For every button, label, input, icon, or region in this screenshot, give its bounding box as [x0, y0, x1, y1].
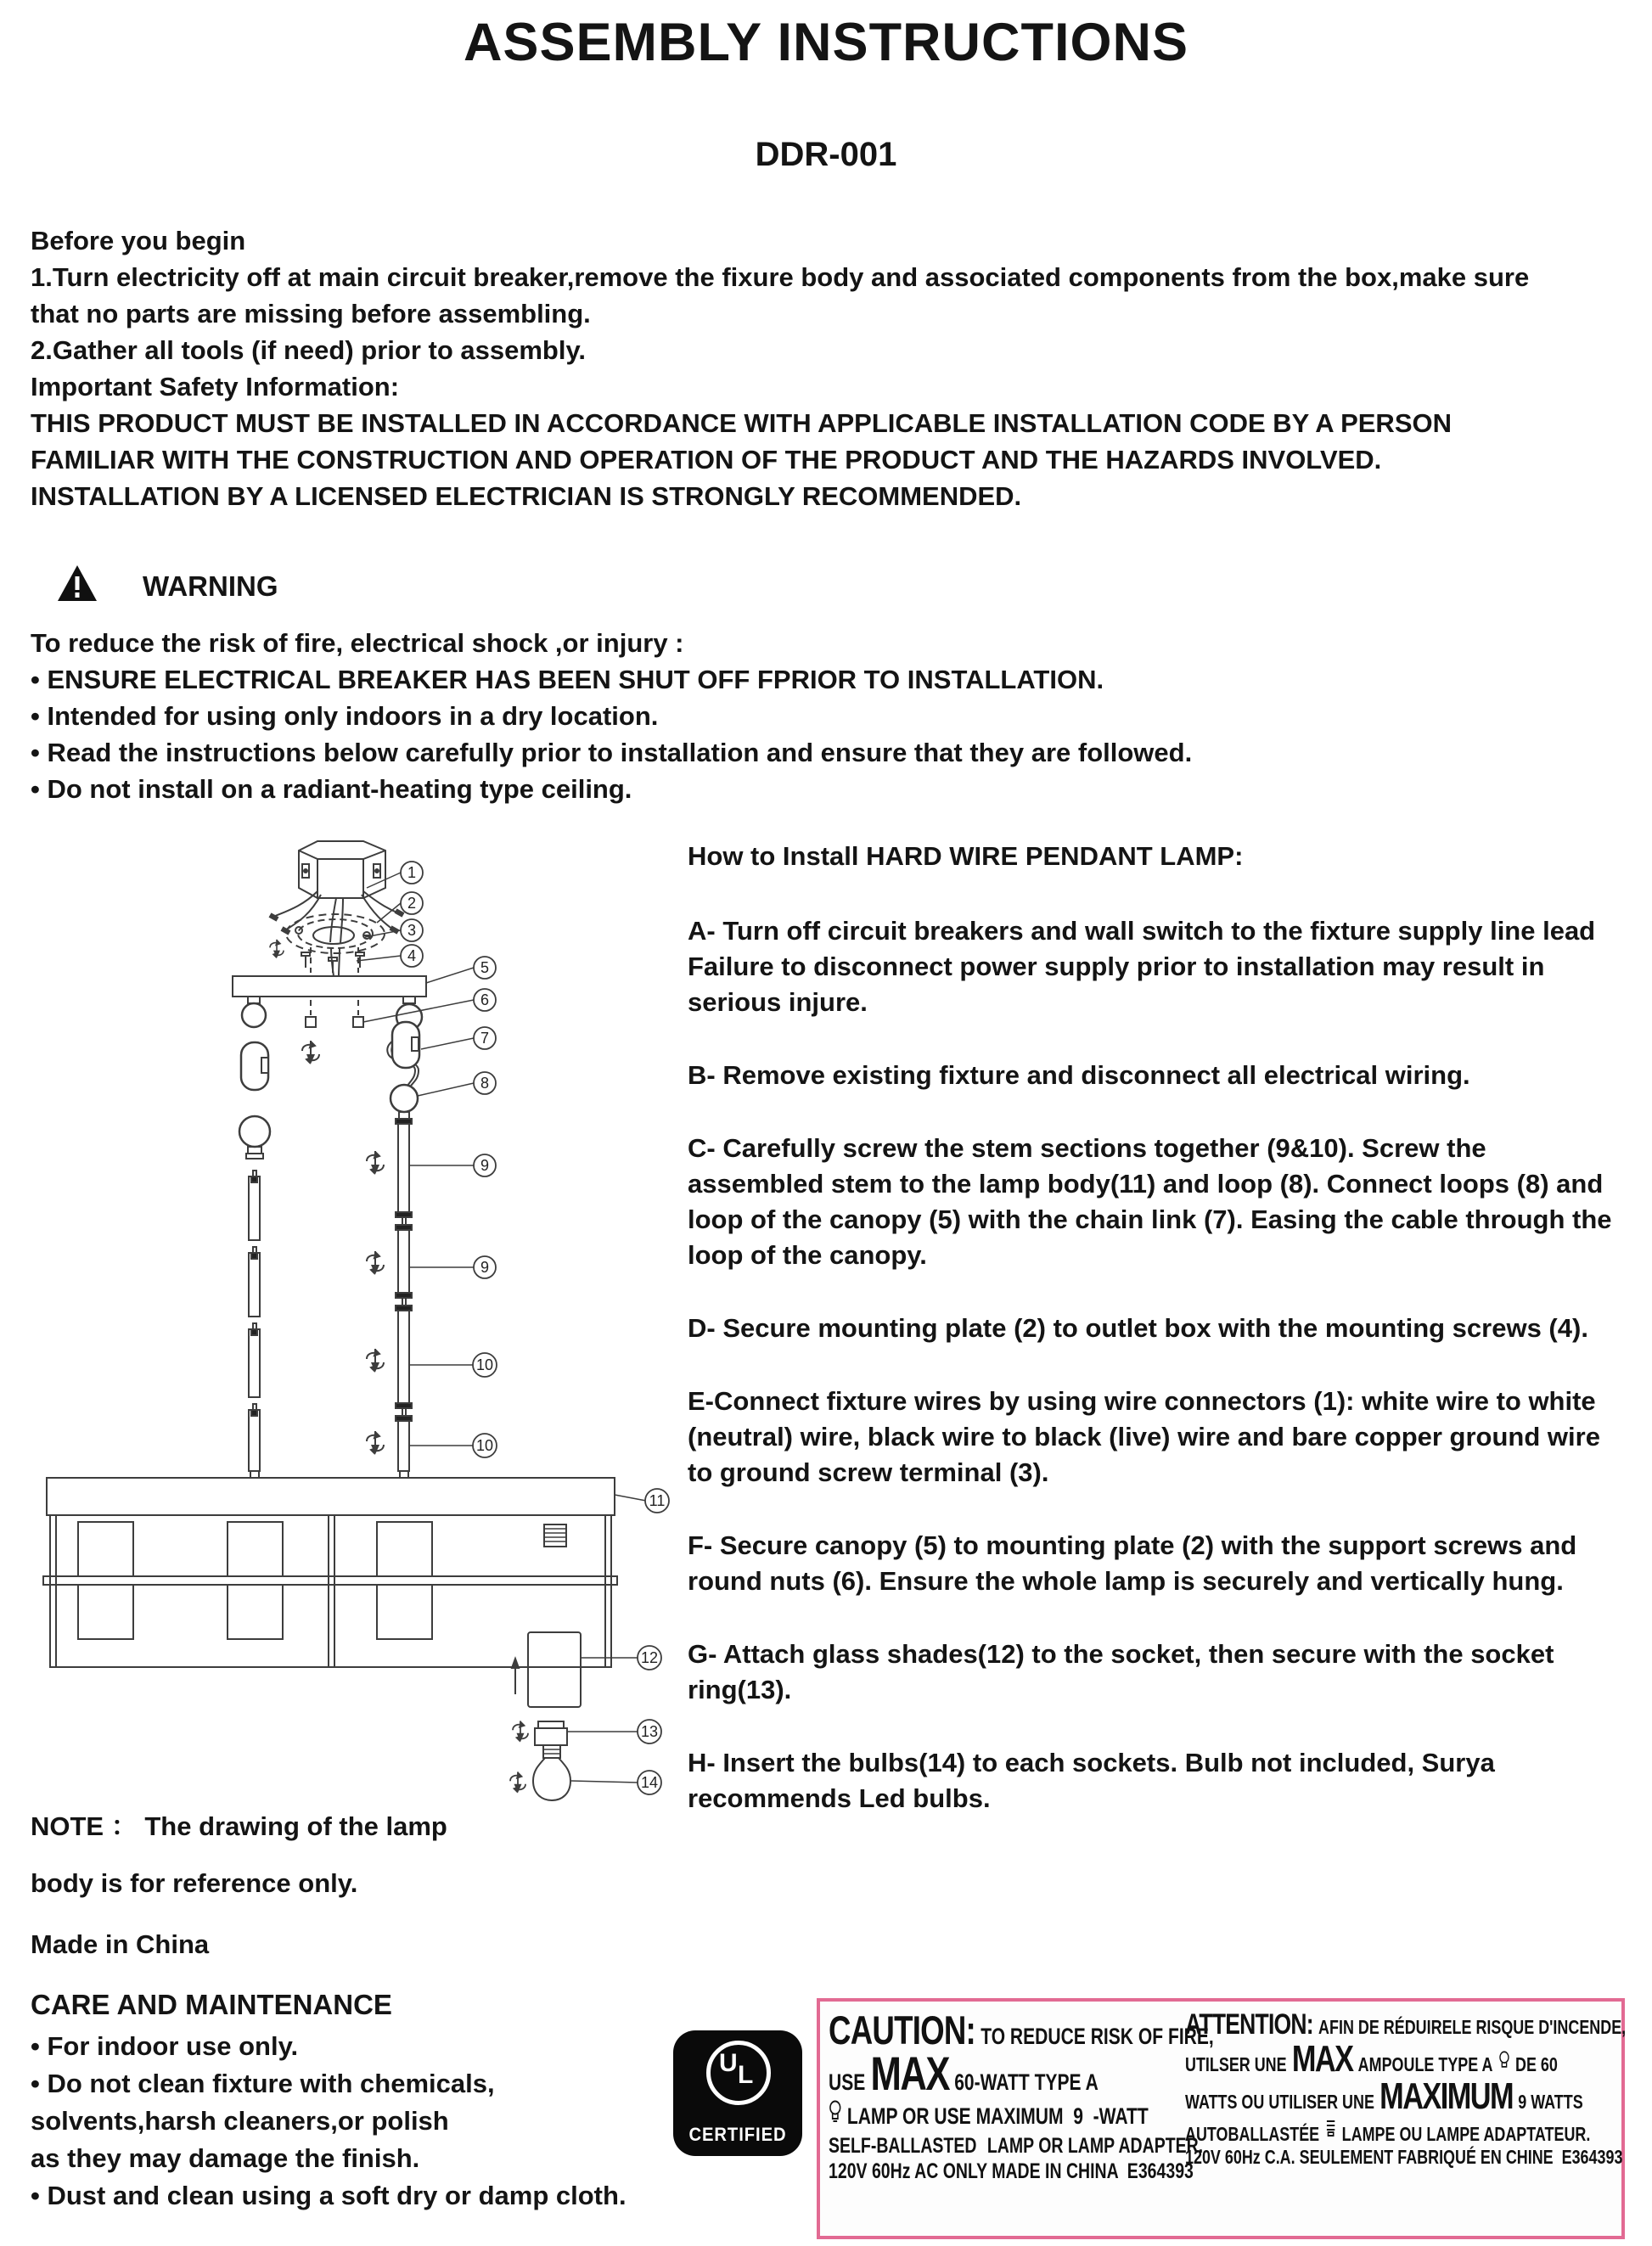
care-line: as they may damage the finish.: [31, 2143, 420, 2173]
intro-step-1: 1.Turn electricity off at main circuit breaker,remove the fixure body and associated components from the box,make sure that no parts are missing before assembling.: [31, 262, 1530, 328]
before-you-begin-heading: Before you begin: [31, 226, 246, 255]
caution-en-line2: 60-WATT TYPE A: [954, 2069, 1099, 2095]
rotate-screw-icon: [302, 1041, 319, 1063]
canopy: [233, 976, 426, 1030]
callout-number: 2: [407, 895, 417, 912]
care-line: • For indoor use only.: [31, 2031, 299, 2061]
footer-notes: [31, 1805, 676, 2215]
warning-triangle-icon: [56, 564, 98, 603]
caution-fr-line2a: UTILSER UNE: [1185, 2053, 1287, 2076]
callout-number: 3: [407, 922, 417, 939]
rotate-screw-icon: [367, 1151, 384, 1173]
caution-en-line4a: SELF-BALLASTED: [829, 2134, 977, 2159]
callout-number: 14: [640, 1774, 659, 1791]
canopy-loop-left: [242, 1003, 266, 1027]
caution-en-line4b: LAMP OR LAMP ADAPTER.: [986, 2134, 1204, 2159]
light-bulb: [533, 1745, 570, 1800]
care-heading: CARE AND MAINTENANCE: [31, 1989, 392, 2020]
stem-column-left: [249, 1171, 260, 1471]
callout-number: 7: [480, 1030, 490, 1047]
round-nuts: [306, 947, 363, 1027]
rotate-screw-icon: [513, 1721, 528, 1740]
note-line-1: NOTE ： The drawing of the lamp: [31, 1811, 447, 1841]
caution-en-max: MAX: [870, 2046, 949, 2100]
callout-number: 6: [480, 991, 490, 1008]
caution-en-line5: 120V 60Hz AC ONLY MADE IN CHINA E364393: [829, 2159, 1194, 2184]
model-number: DDR-001: [755, 136, 897, 173]
caution-fr-line4a: AUTOBALLASTÉE: [1185, 2122, 1320, 2145]
caution-fr-line3b: 9 WATTS: [1518, 2090, 1583, 2113]
rotate-screw-icon: [367, 1251, 384, 1273]
outlet-box: [299, 841, 385, 898]
rotate-screw-icon: [367, 1349, 384, 1371]
safety-heading: Important Safety Information:: [31, 372, 400, 401]
callout-number: 11: [649, 1492, 666, 1509]
attention-keyword: ATTENTION:: [1185, 2008, 1313, 2041]
callout-number: 12: [640, 1649, 659, 1666]
install-step-b: B- Remove existing fixture and disconnect all electrical wiring.: [688, 1060, 1470, 1090]
exploded-diagram: [25, 839, 696, 1815]
warning-bullet: • Intended for using only indoors in a dry location.: [31, 701, 659, 731]
bulb-icon: [829, 2100, 842, 2124]
caution-fr-line4b: LAMPE OU LAMPE ADAPTATEUR.: [1341, 2122, 1591, 2145]
loop-left: [239, 1116, 270, 1159]
install-instructions: [688, 839, 1621, 1854]
glass-shade: [512, 1632, 581, 1707]
care-line: solvents,harsh cleaners,or polish: [31, 2106, 449, 2136]
caution-fr-maximum: MAXIMUM: [1379, 2075, 1514, 2117]
install-step-c: C- Carefully screw the stem sections together (9&10). Screw the assembled stem to the lamp body(11) and loop (8). Connect loops (8) and loop of the canopy (5) with the chain link (7). Easing the cable through the loop of the canopy.: [688, 1133, 1612, 1270]
socket-ring: [535, 1721, 567, 1745]
stem-column-right: [396, 1119, 412, 1471]
caution-fr-max: MAX: [1291, 2038, 1353, 2080]
warning-section: [31, 625, 1593, 807]
caution-en-use: USE: [829, 2069, 866, 2095]
loop-right: [391, 1085, 418, 1119]
care-line: • Dust and clean using a soft dry or damp cloth.: [31, 2181, 627, 2210]
care-line: • Do not clean fixture with chemicals,: [31, 2069, 495, 2098]
warning-bullet: • Do not install on a radiant-heating type ceiling.: [31, 774, 632, 804]
install-step-f: F- Secure canopy (5) to mounting plate (2) with the support screws and round nuts (6). Ensure the whole lamp is securely and vertically hung.: [688, 1530, 1577, 1596]
caution-fr-line5: 120V 60Hz C.A. SEULEMENT FABRIQUÉ EN CHINE E364393: [1185, 2146, 1623, 2169]
caution-fr-line3a: WATTS OU UTILISER UNE: [1185, 2090, 1374, 2113]
warning-bullet: • ENSURE ELECTRICAL BREAKER HAS BEEN SHUT OFF FPRIOR TO INSTALLATION.: [31, 665, 1104, 694]
intro-section: [31, 222, 1559, 514]
caution-en-line1: TO REDUCE RISK OF FIRE,: [981, 2024, 1214, 2049]
made-in-china: Made in China: [31, 1929, 210, 1959]
install-step-e: E-Connect fixture wires by using wire connectors (1): white wire to white (neutral) wire, black wire to black (live) wire and bare copper ground wire to ground screw terminal (3).: [688, 1386, 1600, 1487]
callout-number: 4: [407, 947, 417, 964]
ul-certified-text: CERTIFIED: [688, 2124, 787, 2145]
warning-label: WARNING: [143, 570, 278, 602]
intro-step-2: 2.Gather all tools (if need) prior to assembly.: [31, 335, 587, 365]
callout-number: 9: [480, 1157, 490, 1174]
mounting-plate: [286, 914, 385, 953]
caution-fr-line1: AFIN DE RÉDUIRELE RISQUE D'INCENDE,: [1318, 2016, 1627, 2038]
rotate-screw-icon: [270, 940, 284, 957]
caution-en-line3: LAMP OR USE MAXIMUM 9 -WATT: [846, 2103, 1149, 2129]
callout-number: 8: [480, 1075, 490, 1092]
cfl-bulb-icon: [1324, 2119, 1336, 2141]
install-step-h: H- Insert the bulbs(14) to each sockets. Bulb not included, Surya recommends Led bulbs.: [688, 1748, 1495, 1813]
ul-letter-l: L: [738, 2061, 754, 2089]
safety-body: THIS PRODUCT MUST BE INSTALLED IN ACCORDANCE WITH APPLICABLE INSTALLATION CODE BY A PERSON FAMILIAR WITH THE CONSTRUCTION AND OPERATION OF THE PRODUCT AND THE HAZARDS INVOLVED. INSTALLATION BY A LICENSED ELECTRICIAN IS STRONGLY RECOMMENDED.: [31, 408, 1452, 511]
callout-number: 1: [407, 864, 417, 881]
caution-french: [1185, 2008, 1627, 2231]
page-title: ASSEMBLY INSTRUCTIONS: [463, 13, 1189, 72]
install-heading: How to Install HARD WIRE PENDANT LAMP:: [688, 841, 1244, 871]
note-line-2: body is for reference only.: [31, 1868, 358, 1898]
install-step-a: A- Turn off circuit breakers and wall switch to the fixture supply line lead Failure to disconnect power supply prior to installation may result in serious injure.: [688, 916, 1596, 1017]
lamp-socket: [544, 1524, 566, 1547]
chain-link-right: [392, 1022, 419, 1068]
install-step-g: G- Attach glass shades(12) to the socket, then secure with the socket ring(13).: [688, 1639, 1554, 1704]
rotate-screw-icon: [510, 1772, 525, 1791]
callout-number: 10: [475, 1356, 494, 1373]
caution-english: [829, 2007, 1214, 2231]
bulb-icon: [1498, 2051, 1510, 2071]
ul-certified-badge: [673, 2030, 802, 2156]
ul-letter-u: U: [719, 2049, 738, 2077]
callout-number: 10: [475, 1437, 494, 1454]
callout-bubbles: [401, 862, 669, 1794]
caution-fr-line2b: AMPOULE TYPE A: [1357, 2053, 1493, 2076]
callout-number: 5: [480, 959, 490, 976]
callout-number: 9: [480, 1259, 490, 1276]
rotate-screw-icon: [367, 1431, 384, 1453]
lamp-body: [43, 1471, 617, 1667]
warning-bullet: • Read the instructions below carefully prior to installation and ensure that they are followed.: [31, 738, 1193, 767]
warning-intro: To reduce the risk of fire, electrical shock ,or injury :: [31, 628, 684, 658]
caution-keyword: CAUTION:: [829, 2007, 975, 2052]
install-step-d: D- Secure mounting plate (2) to outlet box with the mounting screws (4).: [688, 1313, 1588, 1343]
caution-fr-line2c: DE 60: [1515, 2053, 1558, 2076]
ground-screw: [363, 932, 370, 939]
caution-label: [817, 1998, 1625, 2239]
warning-header: [56, 564, 278, 603]
chain-link-left: [241, 1042, 268, 1090]
callout-number: 13: [640, 1723, 659, 1740]
